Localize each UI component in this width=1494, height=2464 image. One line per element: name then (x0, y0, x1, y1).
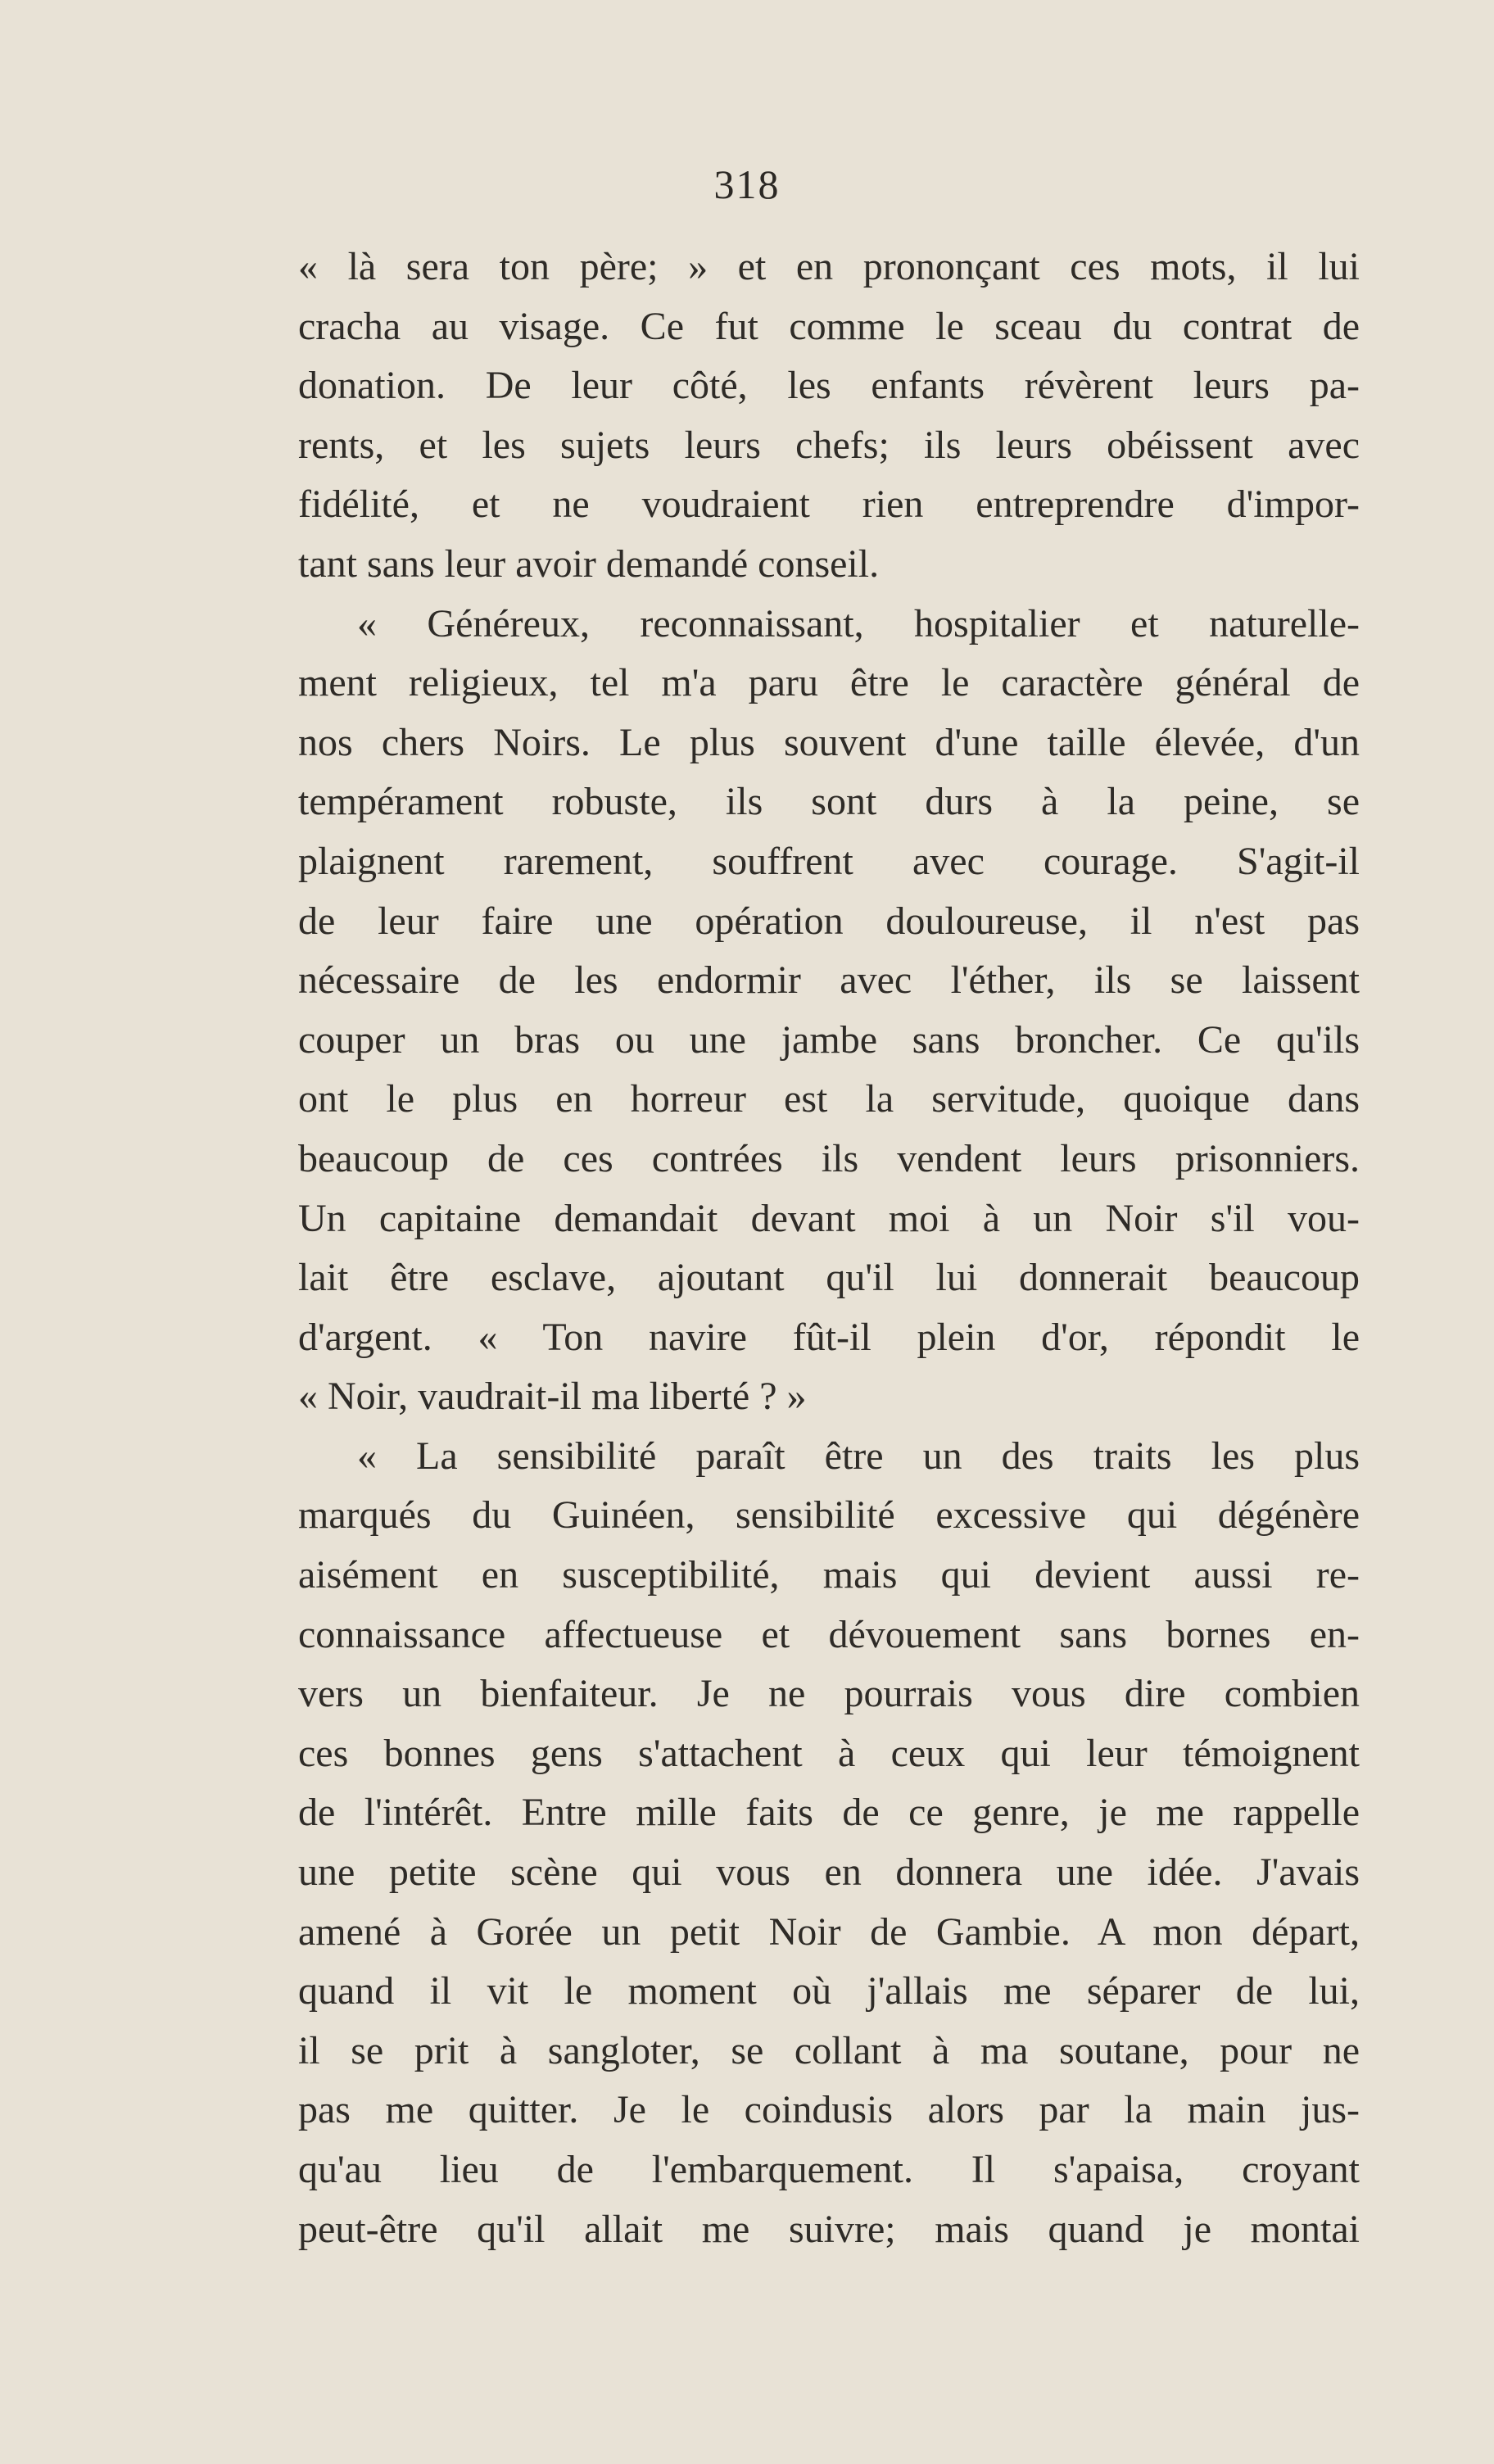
paragraph-start-line: « Généreux, reconnaissant, hospitalier et naturelle- (357, 601, 1360, 645)
text-line: marqués du Guinéen, sensibilité excessive qui dégénère (298, 1493, 1360, 1538)
text-line: tempérament robuste, ils sont durs à la peine, se (298, 780, 1360, 824)
text-line: pas me quitter. Je le coindusis alors par la main jus- (298, 2088, 1360, 2132)
text-line: couper un bras ou une jambe sans broncher. Ce qu'ils (298, 1017, 1360, 1062)
text-line: qu'au lieu de l'embarquement. Il s'apaisa, croyant (298, 2148, 1360, 2191)
text-line: nécessaire de les endormir avec l'éther, ils se laissent (298, 958, 1360, 1003)
text-line: de l'intérêt. Entre mille faits de ce genre, je me rappelle (298, 1791, 1360, 1835)
text-line: amené à Gorée un petit Noir de Gambie. A mon départ, (298, 1909, 1360, 1954)
text-line: cracha au visage. Ce fut comme le sceau du contrat de (298, 304, 1360, 348)
text-line: nos chers Noirs. Le plus souvent d'une taille élevée, d'un (298, 720, 1360, 764)
text-line: ces bonnes gens s'attachent à ceux qui leur témoignent (298, 1731, 1360, 1775)
paragraph-end-line: tant sans leur avoir demandé conseil. (298, 541, 880, 586)
text-line: ment religieux, tel m'a paru être le caractère général de (298, 661, 1360, 705)
text-line: de leur faire une opération douloureuse, il n'est pas (298, 899, 1360, 943)
text-line: vers un bienfaiteur. Je ne pourrais vous dire combien (298, 1672, 1360, 1716)
text-line: beaucoup de ces contrées ils vendent leurs prisonniers. (298, 1136, 1360, 1180)
body-text (298, 238, 1360, 2259)
text-line: donation. De leur côté, les enfants révèrent leurs pa- (298, 364, 1360, 408)
page-number: 318 (713, 161, 781, 207)
paragraph-end-line: « Noir, vaudrait-il ma liberté ? » (298, 1375, 807, 1419)
text-line: connaissance affectueuse et dévouement sans bornes en- (298, 1612, 1360, 1656)
text-line: plaignent rarement, souffrent avec courage. S'agit-il (298, 839, 1360, 883)
text-line: « là sera ton père; » et en prononçant ces mots, il lui (298, 245, 1360, 288)
text-line: quand il vit le moment où j'allais me séparer de lui, (298, 1969, 1360, 2013)
text-line: d'argent. « Ton navire fût-il plein d'or, répondit le (298, 1315, 1360, 1359)
text-line: rents, et les sujets leurs chefs; ils leurs obéissent avec (298, 423, 1360, 467)
text-line: une petite scène qui vous en donnera une idée. J'avais (298, 1850, 1360, 1895)
text-line: aisément en susceptibilité, mais qui devient aussi re- (298, 1553, 1360, 1597)
text-line: fidélité, et ne voudraient rien entreprendre d'impor- (298, 482, 1360, 527)
text-line: lait être esclave, ajoutant qu'il lui donnerait beaucoup (298, 1256, 1360, 1300)
text-line: peut-être qu'il allait me suivre; mais quand je montai (298, 2207, 1360, 2251)
text-line: il se prit à sangloter, se collant à ma soutane, pour ne (298, 2028, 1360, 2072)
paragraph-start-line: « La sensibilité paraît être un des traits les plus (357, 1434, 1360, 1478)
text-line: ont le plus en horreur est la servitude, quoique dans (298, 1077, 1360, 1121)
text-line: Un capitaine demandait devant moi à un Noir s'il vou- (298, 1196, 1360, 1240)
